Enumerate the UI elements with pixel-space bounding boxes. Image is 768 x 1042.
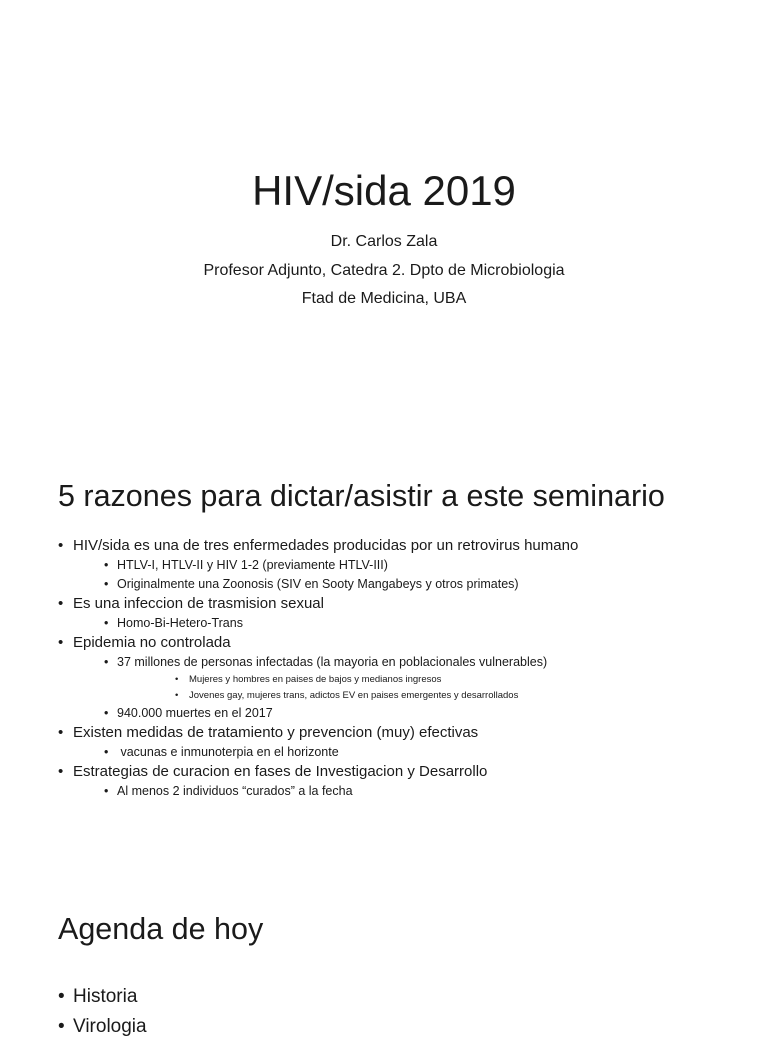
reason-detail-text: 37 millones de personas infectadas (la mayoria en poblacionales vulnerables) [117,655,548,669]
reason-item [58,633,758,723]
reason-subdetail: • Jovenes gay, mujeres trans, adictos EV en paises emergentes y desarrollados [117,688,758,704]
reason-detail: • HTLV-I, HTLV-II y HIV 1-2 (previamente HTLV-III) [73,556,758,575]
reason-text: Existen medidas de tratamiento y prevencion (muy) efectivas [73,724,479,741]
reasons-slide [0,432,768,864]
presenter-info [0,228,768,314]
presenter-institution: Ftad de Medicina, UBA [301,290,467,307]
reason-item [58,594,758,633]
reason-detail: • Al menos 2 individuos “curados” a la fecha [73,782,758,801]
reasons-slide-title: 5 razones para dictar/asistir a este seminario [58,479,665,513]
presenter-name: Dr. Carlos Zala [330,233,438,250]
reason-text: Es una infeccion de trasmision sexual [73,595,324,612]
reason-subdetail: • Mujeres y hombres en paises de bajos y medianos ingresos [117,672,758,688]
reasons-list [58,536,758,801]
reason-text: HIV/sida es una de tres enfermedades producidas por un retrovirus humano [73,537,579,554]
agenda-slide [0,864,768,1037]
reason-detail: • Homo-Bi-Hetero-Trans [73,614,758,633]
agenda-slide-title: Agenda de hoy [58,912,264,946]
reason-detail [73,653,758,704]
agenda-item-virologia: • Virologia [58,1012,147,1042]
agenda-item-historia: • Historia [58,982,147,1012]
reason-detail: • 940.000 muertes en el 2017 [73,704,758,723]
presenter-position: Profesor Adjunto, Catedra 2. Dpto de Microbiologia [203,261,565,279]
reason-detail: • Originalmente una Zoonosis (SIV en Sooty Mangabeys y otros primates) [73,575,758,594]
presentation-title: HIV/sida 2019 [252,167,516,214]
reason-item [58,536,758,594]
title-slide [0,0,768,432]
agenda-list [58,982,147,1042]
reason-text: Epidemia no controlada [73,634,231,651]
reason-item [58,762,758,801]
reason-detail: • vacunas e inmunoterpia en el horizonte [73,743,758,762]
reason-item [58,723,758,762]
reason-text: Estrategias de curacion en fases de Investigacion y Desarrollo [73,763,488,780]
